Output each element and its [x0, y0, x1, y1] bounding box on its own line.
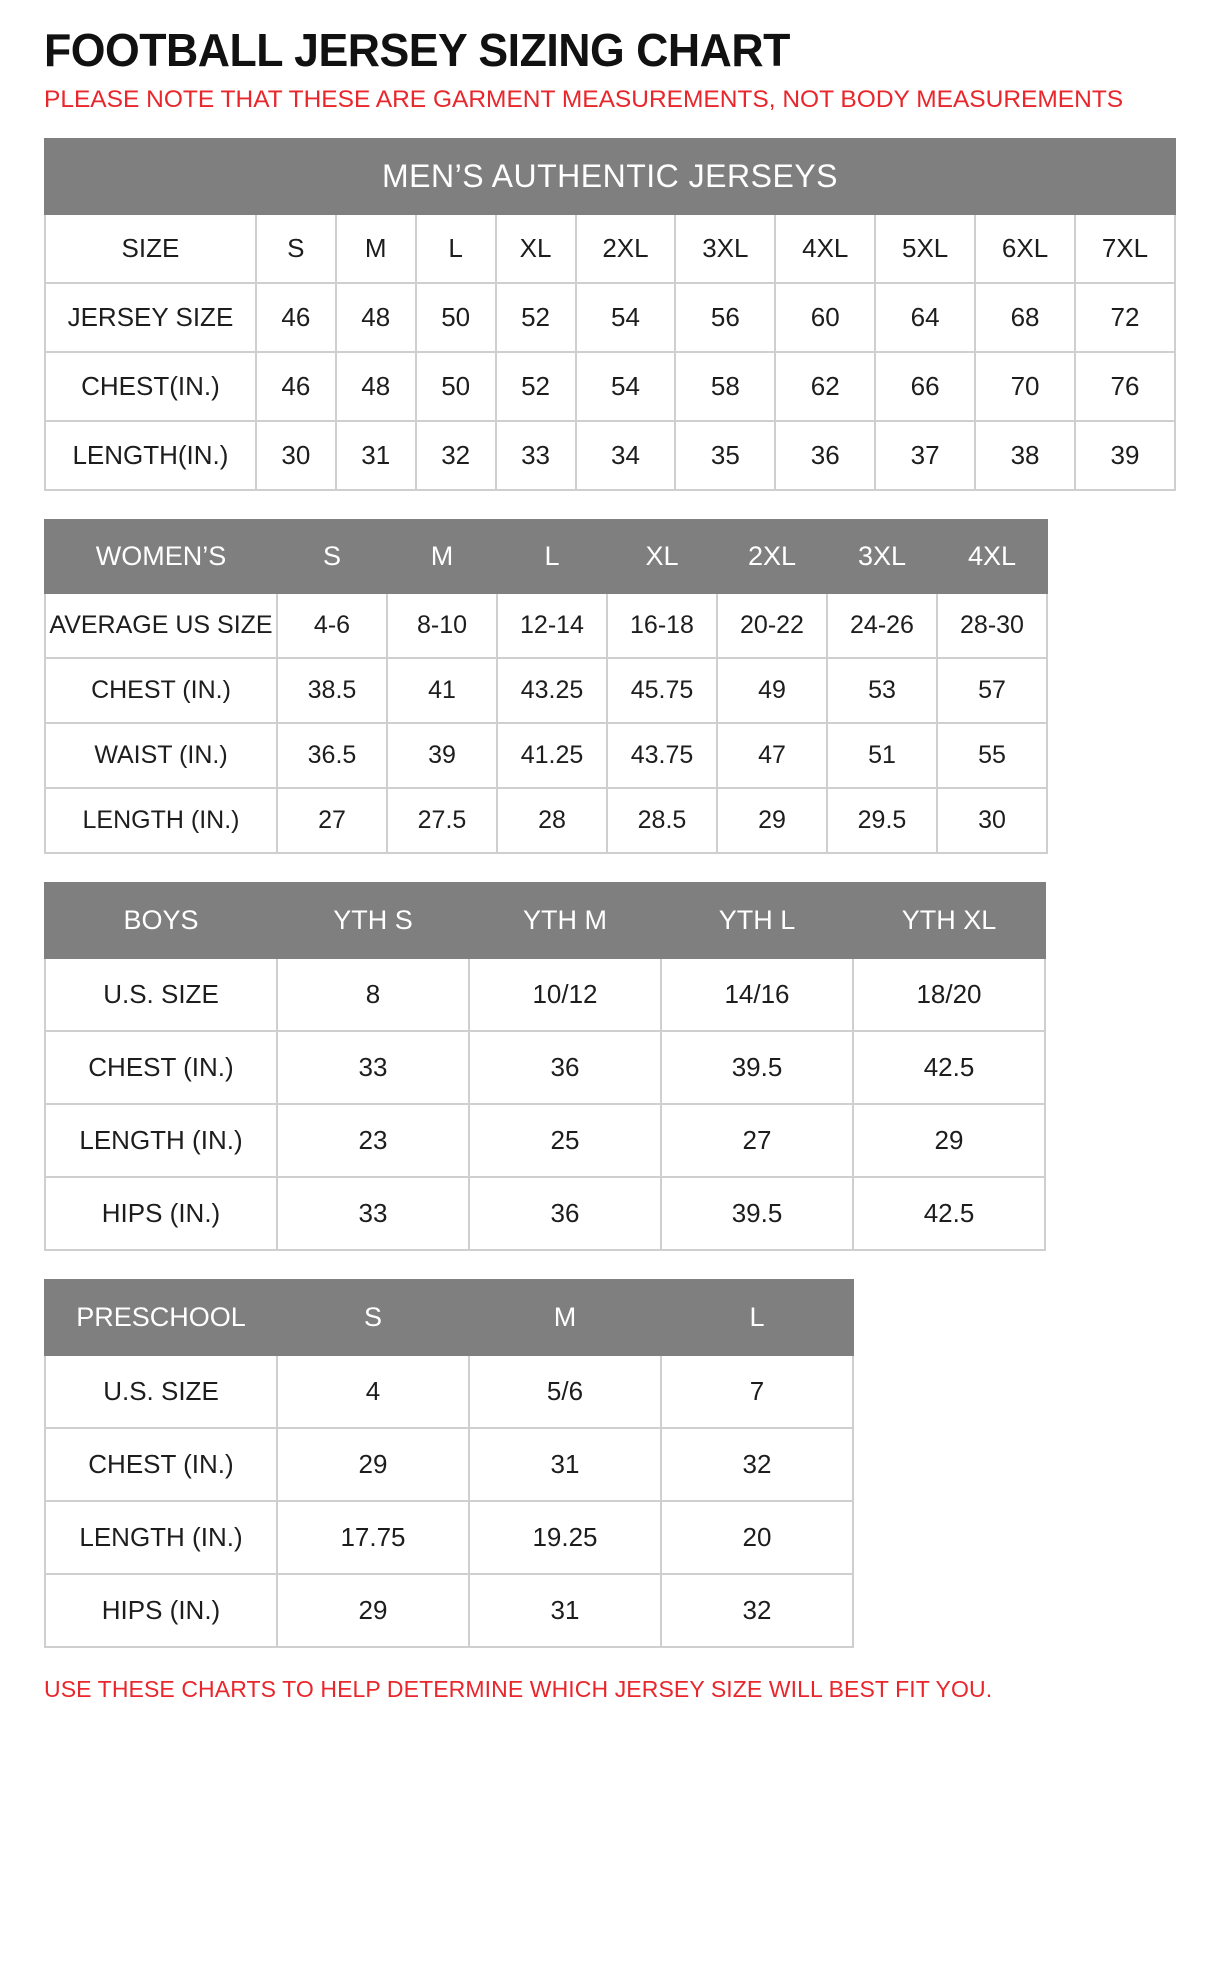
mens-banner-label: MEN’S AUTHENTIC JERSEYS [45, 139, 1175, 214]
column-header: YTH XL [853, 883, 1045, 958]
row-label: WAIST (IN.) [45, 723, 277, 788]
table-cell: 29 [853, 1104, 1045, 1177]
table-cell: XL [496, 214, 576, 283]
table-cell: 20-22 [717, 593, 827, 658]
table-cell: 30 [256, 421, 336, 490]
table-cell: 8 [277, 958, 469, 1031]
table-cell: 39.5 [661, 1031, 853, 1104]
table-cell: 34 [576, 421, 676, 490]
womens-header-row [45, 520, 1047, 593]
column-header: M [469, 1280, 661, 1355]
table-cell: 29 [277, 1574, 469, 1647]
boys-header-label: BOYS [45, 883, 277, 958]
column-header: XL [607, 520, 717, 593]
table-row [45, 1574, 853, 1647]
row-label: JERSEY SIZE [45, 283, 256, 352]
table-cell: 30 [937, 788, 1047, 853]
table-cell: 33 [277, 1031, 469, 1104]
table-cell: 52 [496, 352, 576, 421]
preschool-header-row [45, 1280, 853, 1355]
column-header: YTH S [277, 883, 469, 958]
table-row [45, 723, 1047, 788]
column-header: L [661, 1280, 853, 1355]
footer-note: USE THESE CHARTS TO HELP DETERMINE WHICH JERSEY SIZE WILL BEST FIT YOU. [44, 1675, 993, 1702]
womens-sizing-table [44, 519, 1048, 854]
table-cell: 5/6 [469, 1355, 661, 1428]
table-cell: 28.5 [607, 788, 717, 853]
table-cell: 28-30 [937, 593, 1047, 658]
table-row [45, 958, 1045, 1031]
row-label: HIPS (IN.) [45, 1574, 277, 1647]
preschool-header-label: PRESCHOOL [45, 1280, 277, 1355]
table-cell: S [256, 214, 336, 283]
table-row [45, 352, 1175, 421]
measurement-note: PLEASE NOTE THAT THESE ARE GARMENT MEASUREMENTS, NOT BODY MEASUREMENTS [44, 86, 1124, 114]
table-cell: L [416, 214, 496, 283]
table-cell: 2XL [576, 214, 676, 283]
table-row [45, 214, 1175, 283]
table-cell: 72 [1075, 283, 1175, 352]
row-label: U.S. SIZE [45, 958, 277, 1031]
table-cell: 12-14 [497, 593, 607, 658]
table-cell: 53 [827, 658, 937, 723]
table-row [45, 421, 1175, 490]
table-cell: 27 [277, 788, 387, 853]
table-cell: 58 [675, 352, 775, 421]
row-label: AVERAGE US SIZE [45, 593, 277, 658]
table-cell: 6XL [975, 214, 1075, 283]
table-cell: 52 [496, 283, 576, 352]
table-cell: 42.5 [853, 1177, 1045, 1250]
table-row [45, 1104, 1045, 1177]
table-cell: 14/16 [661, 958, 853, 1031]
column-header: M [387, 520, 497, 593]
table-cell: 18/20 [853, 958, 1045, 1031]
table-cell: 48 [336, 283, 416, 352]
table-row [45, 1428, 853, 1501]
table-row [45, 658, 1047, 723]
table-cell: 7 [661, 1355, 853, 1428]
table-cell: 54 [576, 352, 676, 421]
table-cell: M [336, 214, 416, 283]
column-header: 4XL [937, 520, 1047, 593]
column-header: YTH M [469, 883, 661, 958]
mens-banner-row [45, 139, 1175, 214]
table-cell: 32 [661, 1428, 853, 1501]
table-cell: 37 [875, 421, 975, 490]
table-cell: 55 [937, 723, 1047, 788]
mens-sizing-table [44, 138, 1176, 491]
row-label: CHEST (IN.) [45, 658, 277, 723]
row-label: LENGTH (IN.) [45, 1104, 277, 1177]
table-cell: 27.5 [387, 788, 497, 853]
table-cell: 31 [469, 1428, 661, 1501]
table-cell: 23 [277, 1104, 469, 1177]
table-cell: 33 [496, 421, 576, 490]
boys-sizing-table [44, 882, 1046, 1251]
table-row [45, 283, 1175, 352]
table-row [45, 593, 1047, 658]
table-cell: 4-6 [277, 593, 387, 658]
table-cell: 64 [875, 283, 975, 352]
column-header: YTH L [661, 883, 853, 958]
table-cell: 33 [277, 1177, 469, 1250]
table-cell: 29.5 [827, 788, 937, 853]
table-cell: 24-26 [827, 593, 937, 658]
table-cell: 39 [387, 723, 497, 788]
table-cell: 39 [1075, 421, 1175, 490]
table-cell: 36 [775, 421, 875, 490]
table-cell: 57 [937, 658, 1047, 723]
table-cell: 19.25 [469, 1501, 661, 1574]
table-cell: 39.5 [661, 1177, 853, 1250]
column-header: L [497, 520, 607, 593]
table-cell: 60 [775, 283, 875, 352]
table-cell: 56 [675, 283, 775, 352]
table-cell: 68 [975, 283, 1075, 352]
table-cell: 10/12 [469, 958, 661, 1031]
table-cell: 46 [256, 352, 336, 421]
table-cell: 51 [827, 723, 937, 788]
boys-header-row [45, 883, 1045, 958]
table-row [45, 1355, 853, 1428]
table-cell: 20 [661, 1501, 853, 1574]
table-cell: 66 [875, 352, 975, 421]
table-cell: 31 [336, 421, 416, 490]
table-cell: 45.75 [607, 658, 717, 723]
row-label: U.S. SIZE [45, 1355, 277, 1428]
womens-header-label: WOMEN’S [45, 520, 277, 593]
table-cell: 41.25 [497, 723, 607, 788]
table-cell: 76 [1075, 352, 1175, 421]
table-row [45, 1501, 853, 1574]
table-cell: 54 [576, 283, 676, 352]
table-cell: 27 [661, 1104, 853, 1177]
table-cell: 31 [469, 1574, 661, 1647]
table-cell: 16-18 [607, 593, 717, 658]
row-label: LENGTH(IN.) [45, 421, 256, 490]
table-cell: 43.25 [497, 658, 607, 723]
table-row [45, 1031, 1045, 1104]
table-cell: 4XL [775, 214, 875, 283]
column-header: 3XL [827, 520, 937, 593]
table-cell: 47 [717, 723, 827, 788]
row-label: SIZE [45, 214, 256, 283]
table-cell: 50 [416, 352, 496, 421]
row-label: HIPS (IN.) [45, 1177, 277, 1250]
table-cell: 43.75 [607, 723, 717, 788]
table-cell: 4 [277, 1355, 469, 1428]
table-cell: 70 [975, 352, 1075, 421]
page-title: FOOTBALL JERSEY SIZING CHART [44, 24, 790, 76]
table-cell: 42.5 [853, 1031, 1045, 1104]
table-cell: 46 [256, 283, 336, 352]
table-cell: 49 [717, 658, 827, 723]
table-cell: 48 [336, 352, 416, 421]
table-cell: 29 [277, 1428, 469, 1501]
table-cell: 38 [975, 421, 1075, 490]
preschool-sizing-table [44, 1279, 854, 1648]
table-row [45, 788, 1047, 853]
column-header: S [277, 520, 387, 593]
row-label: LENGTH (IN.) [45, 788, 277, 853]
table-cell: 3XL [675, 214, 775, 283]
table-cell: 8-10 [387, 593, 497, 658]
table-cell: 41 [387, 658, 497, 723]
table-cell: 28 [497, 788, 607, 853]
table-cell: 38.5 [277, 658, 387, 723]
table-cell: 25 [469, 1104, 661, 1177]
row-label: CHEST (IN.) [45, 1428, 277, 1501]
row-label: CHEST (IN.) [45, 1031, 277, 1104]
table-cell: 35 [675, 421, 775, 490]
table-cell: 7XL [1075, 214, 1175, 283]
row-label: LENGTH (IN.) [45, 1501, 277, 1574]
table-cell: 36 [469, 1177, 661, 1250]
table-cell: 32 [661, 1574, 853, 1647]
table-row [45, 1177, 1045, 1250]
row-label: CHEST(IN.) [45, 352, 256, 421]
table-cell: 36.5 [277, 723, 387, 788]
table-cell: 36 [469, 1031, 661, 1104]
table-cell: 17.75 [277, 1501, 469, 1574]
column-header: 2XL [717, 520, 827, 593]
column-header: S [277, 1280, 469, 1355]
table-cell: 5XL [875, 214, 975, 283]
table-cell: 50 [416, 283, 496, 352]
table-cell: 29 [717, 788, 827, 853]
table-cell: 62 [775, 352, 875, 421]
table-cell: 32 [416, 421, 496, 490]
